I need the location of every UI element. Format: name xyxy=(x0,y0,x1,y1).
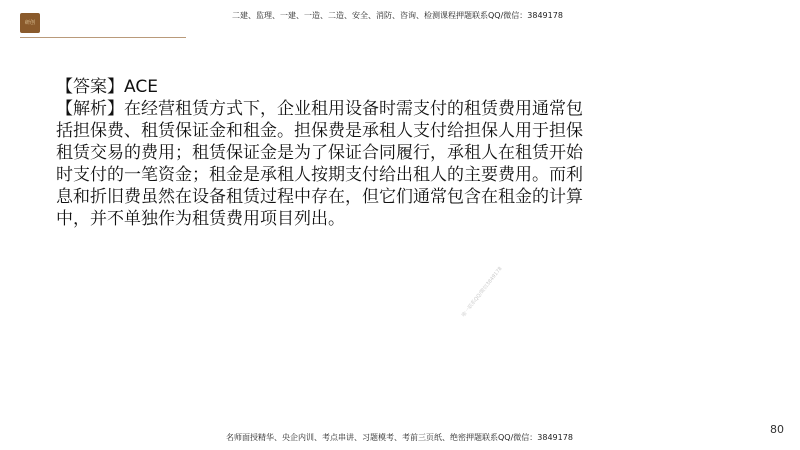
header-divider xyxy=(20,37,186,38)
logo-text: 研创 xyxy=(24,19,35,26)
footer-promo-line: 名师面授精华、央企内训、考点串讲、习题模考、考前三页纸、绝密押题联系QQ/微信：3849178 xyxy=(226,433,573,442)
explanation-paragraph: 【解析】在经营租赁方式下，企业租用设备时需支付的租赁费用通常包括担保费、租赁保证金和租金。担保费是承租人支付给担保人用于担保租赁交易的费用；租赁保证金是为了保证合同履行，承租人在租赁开始时支付的一笔资金；租金是承租人按期支付给出租人的主要费用。而利息和折旧费虽然在设备租赁过程中存在，但它们通常包含在租金的计算中，并不单独作为租赁费用项目列出。 xyxy=(56,99,583,229)
watermark-text: 唯一联系QQ/微信3849178 xyxy=(460,265,504,319)
page-number: 80 xyxy=(770,423,784,436)
brand-logo xyxy=(20,13,40,33)
header-contact-line: 二建、监理、一建、一造、二造、安全、消防、咨询、检测课程押题联系QQ/微信：3849178 xyxy=(232,11,563,20)
answer-block xyxy=(56,76,592,230)
answer-line: 【答案】ACE xyxy=(56,77,158,97)
